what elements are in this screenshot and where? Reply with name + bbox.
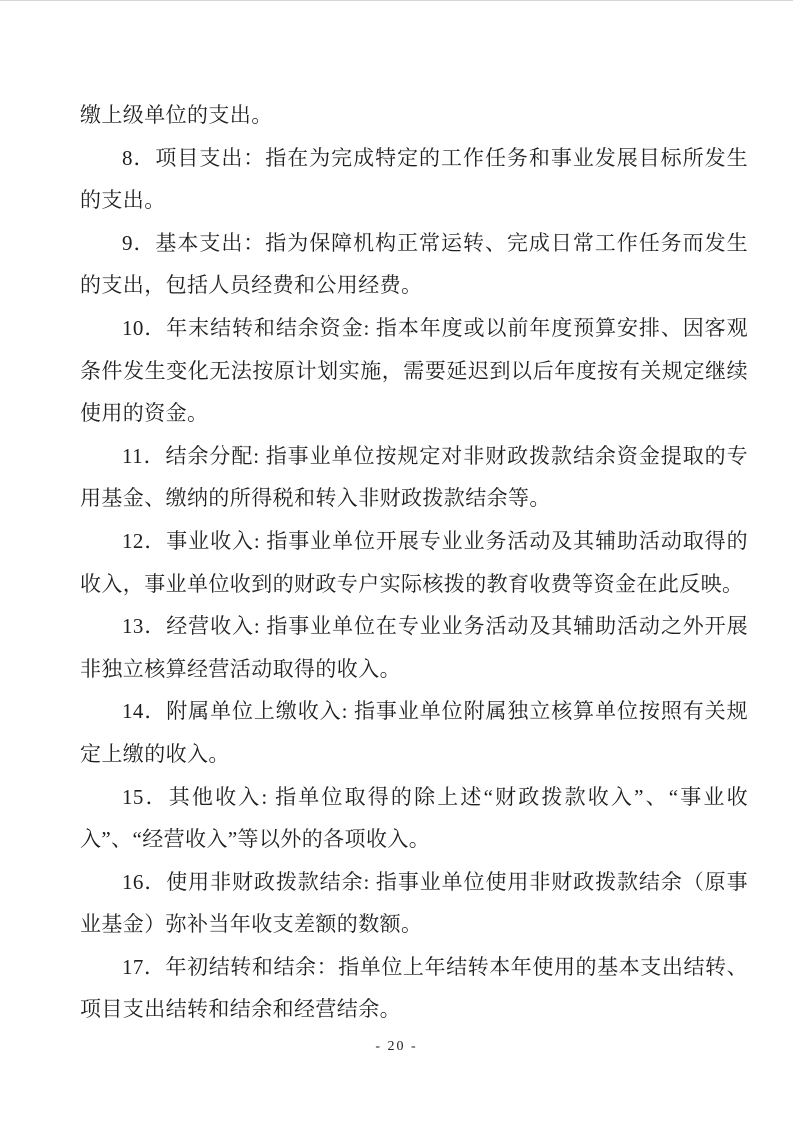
paragraph-item-11: 11．结余分配: 指事业单位按规定对非财政拨款结余资金提取的专用基金、缴纳的所得税和转入非财政拨款结余等。 (80, 443, 748, 511)
paragraph-item-16: 16．使用非财政拨款结余: 指事业单位使用非财政拨款结余（原事业基金）弥补当年收支差额的数额。 (80, 869, 748, 937)
paragraph-item-9: 9．基本支出：指为保障机构正常运转、完成日常工作任务而发生的支出，包括人员经费和公用经费。 (80, 230, 748, 298)
paragraph-continuation: 缴上级单位的支出。 (80, 103, 273, 127)
paragraph-item-10: 10．年末结转和结余资金: 指本年度或以前年度预算安排、因客观条件发生变化无法按原计划实施，需要延迟到以后年度按有关规定继续使用的资金。 (80, 315, 748, 426)
paragraph-item-14: 14．附属单位上缴收入: 指事业单位附属独立核算单位按照有关规定上缴的收入。 (80, 699, 748, 766)
paragraph-item-17: 17．年初结转和结余：指单位上年结转本年使用的基本支出结转、项目支出结转和结余和经营结余。 (80, 954, 748, 1022)
paragraph-item-8: 8．项目支出：指在为完成特定的工作任务和事业发展目标所发生的支出。 (80, 145, 748, 213)
page-number: - 20 - (375, 1039, 418, 1054)
document-body (80, 94, 748, 1031)
paragraph-item-12: 12．事业收入: 指事业单位开展专业业务活动及其辅助活动取得的收入，事业单位收到的财政专户实际核拨的教育收费等资金在此反映。 (80, 528, 748, 596)
paragraph-item-15: 15．其他收入: 指单位取得的除上述“财政拨款收入”、“事业收入”、“经营收入”等以外的各项收入。 (80, 784, 748, 852)
paragraph-item-13: 13．经营收入: 指事业单位在专业业务活动及其辅助活动之外开展非独立核算经营活动取得的收入。 (80, 614, 748, 681)
